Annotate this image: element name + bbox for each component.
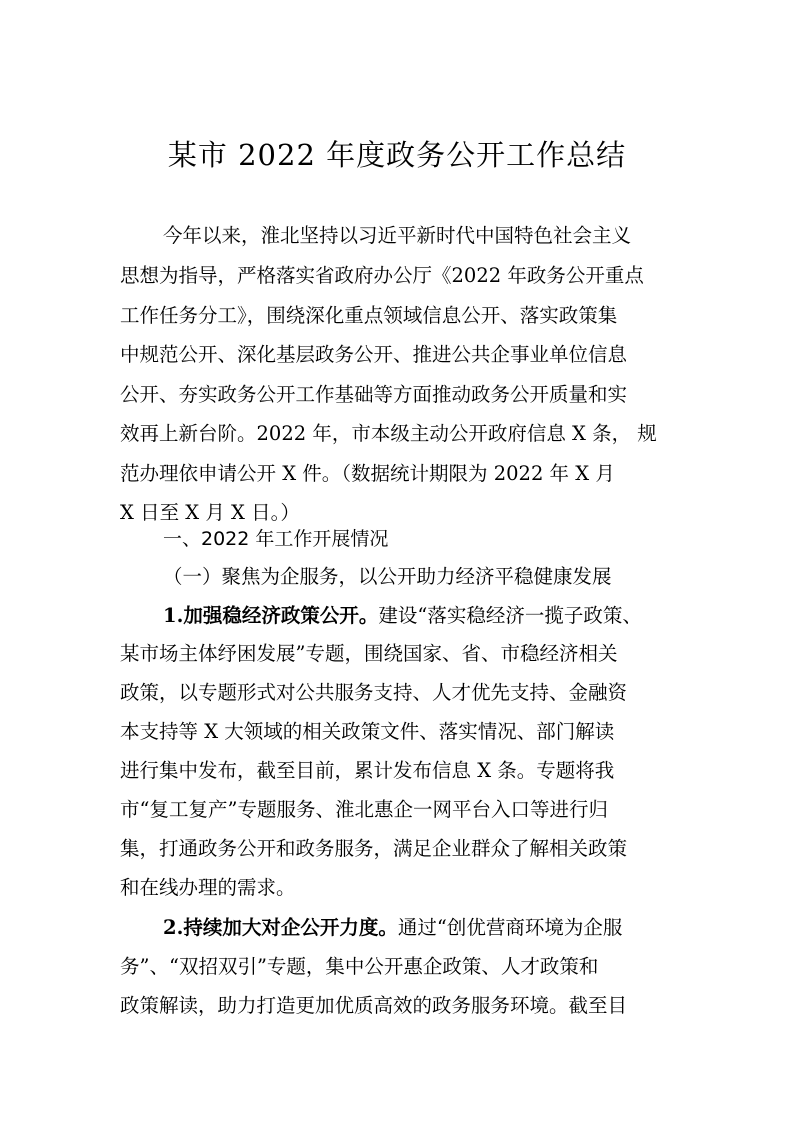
item2-line-3: 政策解读，助力打造更加优质高效的政务服务环境。截至目: [120, 994, 628, 1017]
item2-first-text: 通过“创优营商环境为企服: [397, 916, 623, 939]
intro-line-6: 效再上新台阶。2022 年，市本级主动公开政府信息 X 条， 规: [120, 422, 657, 445]
item1-title: 1.加强稳经济政策公开。: [163, 604, 379, 627]
intro-line-4: 中规范公开、深化基层政务公开、推进公共企事业单位信息: [120, 343, 628, 366]
intro-line-3: 工作任务分工》，围绕深化重点领域信息公开、落实政策集: [120, 304, 618, 327]
item2-title: 2.持续加大对企公开力度。: [163, 916, 398, 939]
item1-line-2: 某市场主体纾困发展”专题，围绕国家、省、市稳经济相关: [120, 642, 618, 665]
intro-line-7: 范办理依申请公开 X 件。（数据统计期限为 2022 年 X 月: [120, 462, 615, 485]
item1-line-6: 市“复工复产”专题服务、淮北惠企一网平台入口等进行归: [120, 798, 608, 821]
item1-line-7: 集，打通政务公开和政务服务，满足企业群众了解相关政策: [120, 837, 628, 860]
section-heading: 一、2022 年工作开展情况: [163, 528, 389, 550]
item2-first-line: [163, 911, 622, 945]
document-title: 某市 2022 年度政务公开工作总结: [167, 138, 627, 172]
intro-line-8: X 日至 X 月 X 日。）: [120, 501, 300, 524]
intro-line-2: 思想为指导，严格落实省政府办公厅《2022 年政务公开重点: [120, 264, 644, 287]
item1-first-line: [163, 599, 642, 633]
item1-line-3: 政策，以专题形式对公共服务支持、人才优先支持、金融资: [120, 681, 628, 704]
subsection-heading: （一）聚焦为企服务，以公开助力经济平稳健康发展: [163, 565, 612, 588]
intro-line-1: 今年以来，淮北坚持以习近平新时代中国特色社会主义: [163, 224, 632, 247]
item1-line-5: 进行集中发布，截至目前，累计发布信息 X 条。专题将我: [120, 759, 615, 782]
intro-line-5: 公开、夯实政务公开工作基础等方面推动政务公开质量和实: [120, 383, 628, 406]
item1-first-text: 建设“落实稳经济一揽子政策、: [378, 604, 642, 627]
item1-line-8: 和在线办理的需求。: [120, 876, 296, 899]
item2-line-2: 务”、“双招双引”专题，集中公开惠企政策、人才政策和: [120, 955, 599, 978]
item1-line-4: 本支持等 X 大领域的相关政策文件、落实情况、部门解读: [120, 720, 615, 743]
